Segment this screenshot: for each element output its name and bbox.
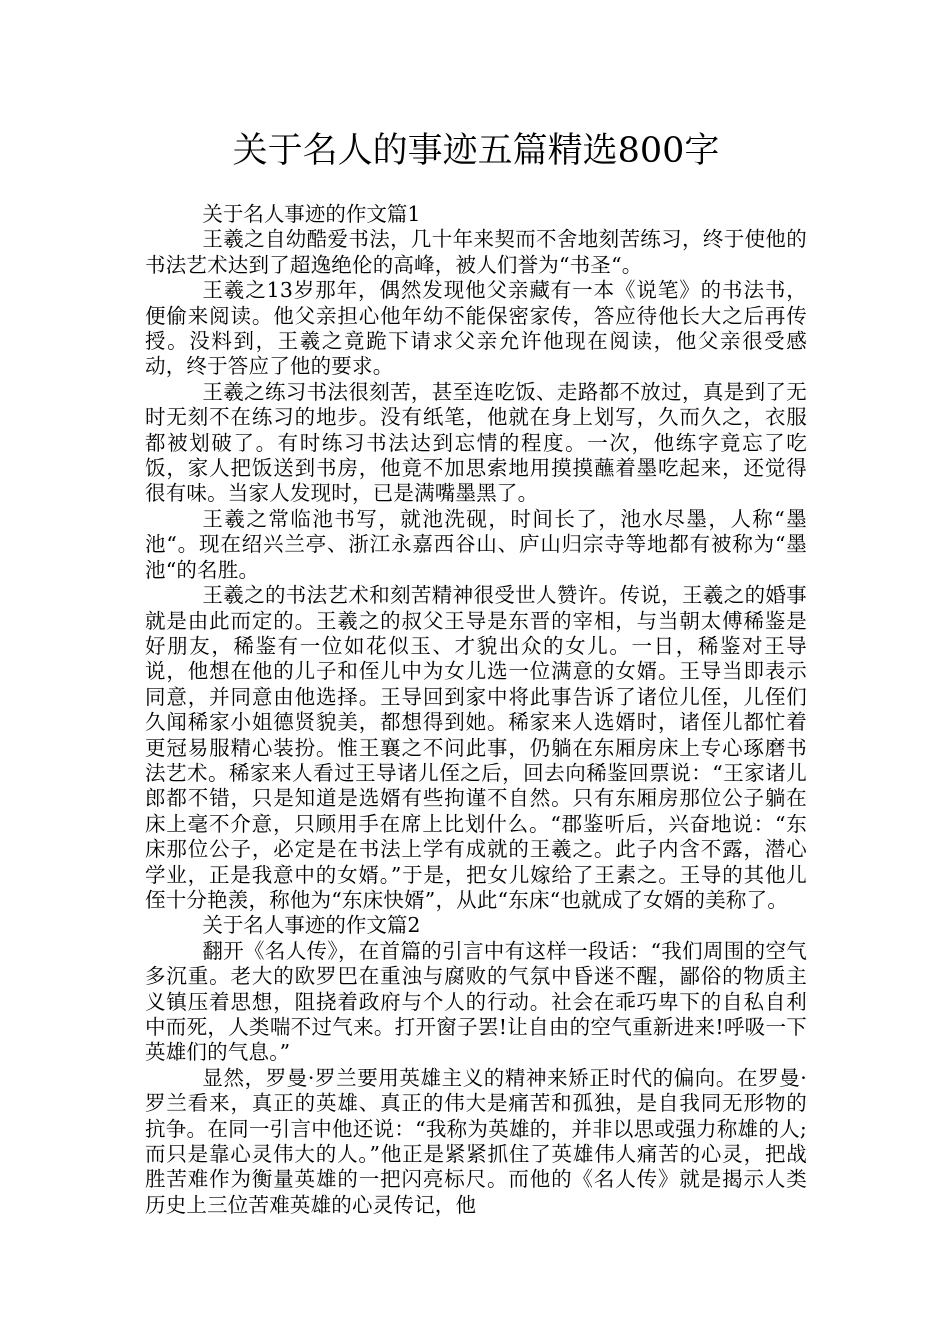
document-page (145, 128, 807, 1218)
paragraph: 翻开《名人传》，在首篇的引言中有这样一段话：“我们周围的空气多沉重。老大的欧罗巴在重浊与腐败的气氛中昏迷不醒，鄙俗的物质主义镇压着思想，阻挠着政府与个人的行动。社会在乖巧卑下的自私自利中而死，人类喘不过气来。打开窗子罢!让自由的空气重新进来!呼吸一下英雄们的气息。” (145, 938, 807, 1065)
paragraph: 王羲之自幼酷爱书法，几十年来契而不舍地刻苦练习，终于使他的书法艺术达到了超逸绝伦的高峰，被人们誉为“书圣“。 (145, 227, 807, 277)
section-heading: 关于名人事迹的作文篇1 (202, 202, 421, 226)
section-heading: 关于名人事迹的作文篇2 (202, 913, 421, 938)
paragraph: 王羲之常临池书写，就池洗砚，时间长了，池水尽墨，人称“墨池“。现在绍兴兰亭、浙江永嘉西谷山、庐山归宗寺等地都有被称为“墨池“的名胜。 (145, 506, 807, 582)
paragraph: 王羲之13岁那年，偶然发现他父亲藏有一本《说笔》的书法书，便偷来阅读。他父亲担心他年幼不能保密家传，答应待他长大之后再传授。没料到，王羲之竟跪下请求父亲允许他现在阅读，他父亲很受感动，终于答应了他的要求。 (145, 278, 807, 379)
document-title: 关于名人的事迹五篇精选800字 (232, 131, 720, 171)
section-2 (145, 913, 807, 1218)
paragraph: 王羲之练习书法很刻苦，甚至连吃饭、走路都不放过，真是到了无时无刻不在练习的地步。没有纸笔，他就在身上划写，久而久之，衣服都被划破了。有时练习书法达到忘情的程度。一次，他练字竟忘了吃饭，家人把饭送到书房，他竟不加思索地用摸摸蘸着墨吃起来，还觉得很有味。当家人发现时，已是满嘴墨黑了。 (145, 379, 807, 506)
paragraph: 显然，罗曼·罗兰要用英雄主义的精神来矫正时代的偏向。在罗曼·罗兰看来，真正的英雄、真正的伟大是痛苦和孤独，是自我同无形物的抗争。在同一引言中他还说：“我称为英雄的，并非以思或强力称雄的人;而只是靠心灵伟大的人。”他正是紧紧抓住了英雄伟人痛苦的心灵，把战胜苦难作为衡量英雄的一把闪亮标尺。而他的《名人传》就是揭示人类历史上三位苦难英雄的心灵传记，他 (145, 1065, 807, 1217)
paragraph: 王羲之的书法艺术和刻苦精神很受世人赞许。传说，王羲之的婚事就是由此而定的。王羲之的叔父王导是东晋的宰相，与当朝太傅稀鉴是好朋友，稀鉴有一位如花似玉、才貌出众的女儿。一日，稀鉴对王导说，他想在他的儿子和侄儿中为女儿选一位满意的女婿。王导当即表示同意，并同意由他选择。王导回到家中将此事告诉了诸位儿侄，儿侄们久闻稀家小姐德贤貌美，都想得到她。稀家来人选婿时，诸侄儿都忙着更冠易服精心装扮。惟王襄之不问此事，仍躺在东厢房床上专心琢磨书法艺术。稀家来人看过王导诸儿侄之后，回去向稀鉴回票说：“王家诸儿郎都不错，只是知道是选婿有些拘谨不自然。只有东厢房那位公子躺在床上毫不介意，只顾用手在席上比划什么。“郡鉴听后，兴奋地说：“东床那位公子，必定是在书法上学有成就的王羲之。此子内含不露，潜心学业，正是我意中的女婿。”于是，把女儿嫁给了王素之。王导的其他儿侄十分艳羡，称他为“东床快婿”，从此“东床“也就成了女婿的美称了。 (145, 583, 807, 912)
section-1 (145, 202, 807, 913)
